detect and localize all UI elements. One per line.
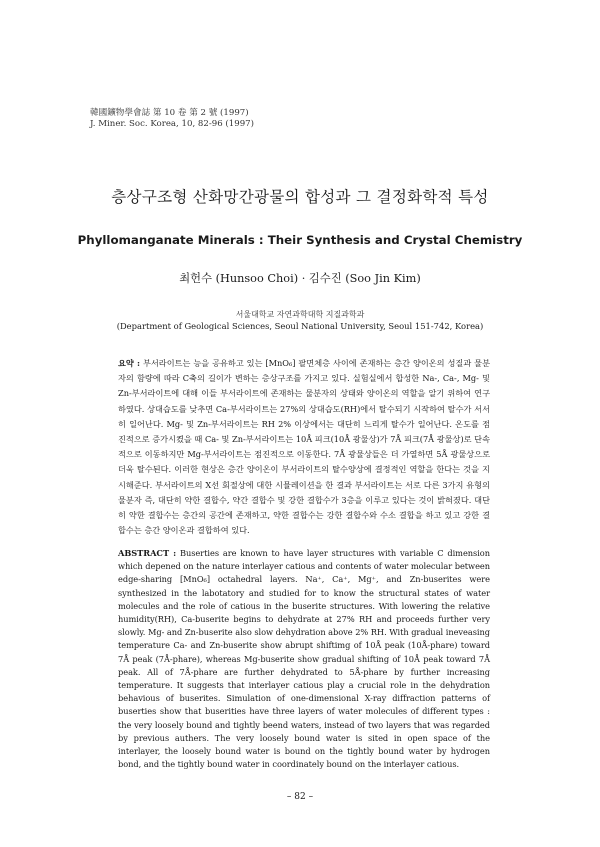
abstract-korean-text: 부서라이트는 능을 공유하고 있는 [MnO₆] 팔면체층 사이에 존재하는 층간 양이온의 성질과 물분자의 함량에 따라 C축의 길이가 변하는 층상구조를 가지고 있다. 실험실에서 합성한 Na-, Ca-, Mg- 및 Zn-부서라이트에 대해 이들 부서라이트에 존재하는 물분자의 상태와 양이온의 역할을 알기 위하여 연구하였다. 상대습도를 낮추면 Ca-부서라이트는 27%의 상대습도(RH)에서 탈수되기 시작하여 탈수가 서서히 일어난다. Mg- 및 Zn-부서라이트는 RH 2% 이상에서는 대단히 느리게 탈수가 일어난다. 온도를 점진적으로 증가시켰을 때 Ca- 및 Zn-부서라이트는 10Å 피크(10Å 광물상)가 7Å 피크(7Å 광물상)로 단속적으로 이동하지만 Mg-부서라이트는 점진적으로 이동한다. 7Å 광물상들은 더 가열하면 5Å 광물상으로 더욱 탈수된다. 이러한 현상은 층간 양이온이 부서라이트의 탈수양상에 결정적인 역할을 한다는 것을 지시해준다. 부서라이트의 X선 회절상에 대한 시뮬레이션을 한 결과 부서라이트는 서로 다른 3가지 유형의 물분자 즉, 대단히 약한 결합수, 약간 결합수 및 강한 결합수가 3층을 이루고 있다는 것이 밝혀졌다. 대단히 약한 결합수는 층간의 공간에 존재하고, 약한 결합수는 강한 결합수와 수소 결합을 하고 있고 강한 결합수는 층간 양이온과 결합하여 있다. (118, 358, 490, 536)
journal-citation-english: J. Miner. Soc. Korea, 10, 82-96 (1997) (90, 119, 254, 129)
abstract-korean-label: 요약 : (118, 358, 141, 368)
title-english: Phyllomanganate Minerals : Their Synthesis and Crystal Chemistry (77, 233, 523, 247)
page-number: – 82 – (286, 792, 314, 802)
abstract-english-label: ABSTRACT : (118, 548, 177, 558)
abstract-english (118, 547, 490, 771)
affiliation-english: (Department of Geological Sciences, Seoul National University, Seoul 151-742, Korea) (116, 321, 484, 331)
authors: 최헌수 (Hunsoo Choi) · 김수진 (Soo Jin Kim) (179, 272, 421, 285)
journal-citation-korean: 韓國鑛物學會誌 第 10 卷 第 2 號 (1997) (90, 108, 249, 118)
title-korean: 층상구조형 산화망간광물의 합성과 그 결정화학적 특성 (111, 188, 489, 206)
abstract-english-text: Buserties are known to have layer structures with variable C dimension which depened on the nature interlayer catious and contents of water molecular between edge-sharing [MnO₆] octahedral layers. Na⁺, Ca⁺, Mg⁺, and Zn-buserites were synthesized in the labotatory and studied for to know the structural states of water molecules and the role of catious in the buserite structures. With lowering the relative humidity(RH), Ca-buserite begins to dehydrate at 27% RH and proceeds further very slowly. Mg- and Zn-buserite also slow dehydration above 2% RH. With gradual ineveasing temperature Ca- and Zn-buserite show abrupt shiftimg of 10Å peak (10Å-phare) toward 7Å peak (7Å-phare), whereas Mg-buserite show gradual shifting of 10Å peak toward 7Å peak. All of 7Å-phare are further dehydrated to 5Å-phare by further increasing temperature. It suggests that interlayer catious play a crucial role in the dehydration behavious of buserites. Simulation of one-dimensional X-ray diffraction patterns of buserties show that buserities have three layers of water molecules of different types : the very loosely bound and tightly beend waters, instead of two layers that was regarded by previous authers. The very loosely bound water is sited in open space of the interlayer, the loosely bound water is bound on the tightly bound water by hydrogen bond, and the tightly bound water in coordinately bound on the interlayer catious. (118, 548, 490, 770)
affiliation-korean: 서울대학교 자연과학대학 지질과학과 (235, 310, 365, 319)
abstract-korean (118, 356, 490, 538)
journal-citation (90, 108, 254, 130)
